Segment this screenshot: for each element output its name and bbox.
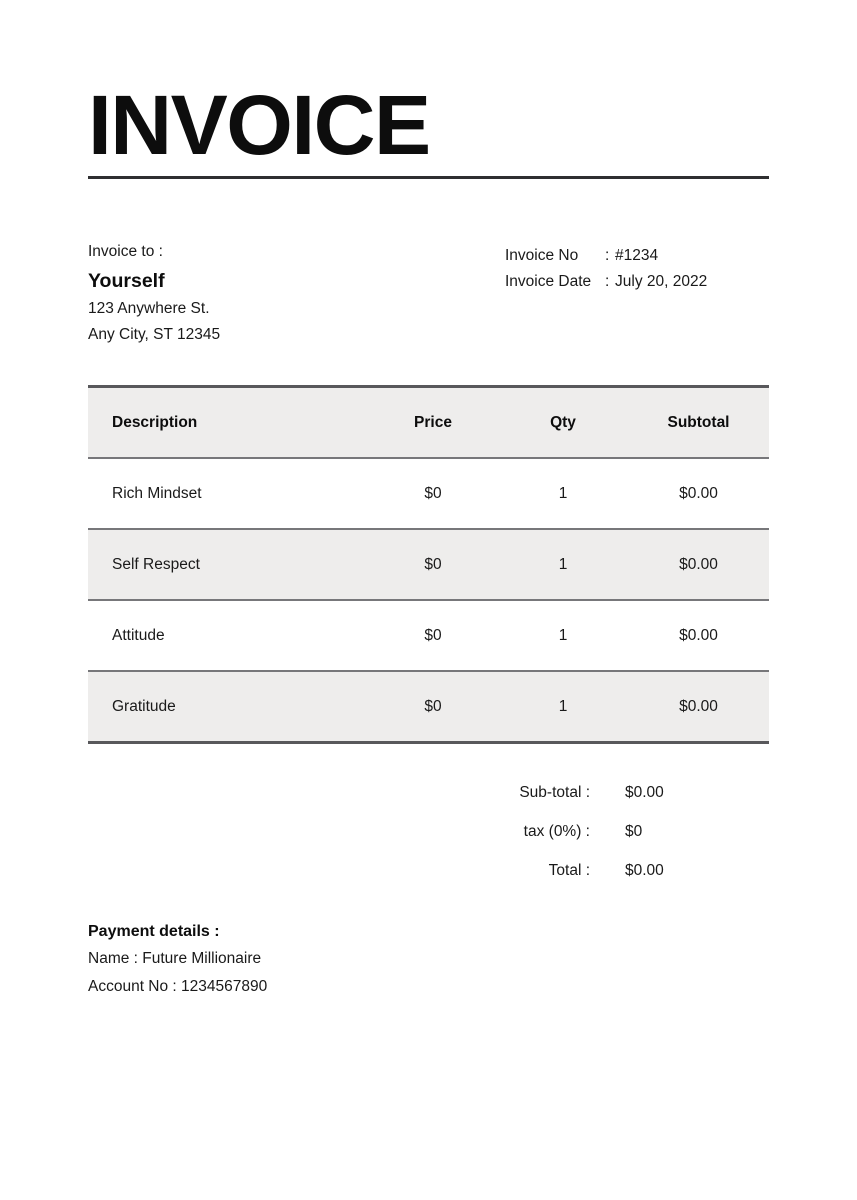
invoice-number-row xyxy=(505,243,707,269)
column-header-price: Price xyxy=(414,413,452,431)
table-row xyxy=(88,530,769,599)
cell-price: $0 xyxy=(424,626,442,644)
table-row xyxy=(88,672,769,741)
bill-to-name: Yourself xyxy=(88,270,165,292)
column-header-subtotal: Subtotal xyxy=(667,413,730,431)
bill-to-label: Invoice to : xyxy=(88,243,163,260)
cell-subtotal: $0.00 xyxy=(679,626,718,644)
totals-section xyxy=(88,784,769,901)
cell-qty: 1 xyxy=(558,626,568,644)
bill-to-address-line-1: 123 Anywhere St. xyxy=(88,300,210,317)
title-divider xyxy=(88,176,769,179)
tax-value: $0 xyxy=(625,823,643,840)
invoice-number-separator: : xyxy=(605,247,610,264)
payment-details-section xyxy=(88,919,588,1001)
payment-name-line: Name : Future Millionaire xyxy=(88,950,262,967)
cell-description: Gratitude xyxy=(112,697,176,715)
invoice-date-value: July 20, 2022 xyxy=(615,273,708,290)
cell-description: Attitude xyxy=(112,626,165,644)
cell-price: $0 xyxy=(424,555,442,573)
payment-details-title: Payment details : xyxy=(88,923,220,940)
invoice-meta-section xyxy=(88,240,769,348)
total-label: Total : xyxy=(548,862,590,879)
table-bottom-border xyxy=(88,741,769,744)
subtotal-row xyxy=(88,784,769,823)
subtotal-value: $0.00 xyxy=(625,784,664,801)
cell-subtotal: $0.00 xyxy=(679,555,718,573)
invoice-date-separator: : xyxy=(605,273,610,290)
invoice-info-block xyxy=(505,243,707,295)
cell-qty: 1 xyxy=(558,484,568,502)
bill-to-address-line-2: Any City, ST 12345 xyxy=(88,326,221,343)
invoice-title-block xyxy=(88,78,769,172)
cell-subtotal: $0.00 xyxy=(679,484,718,502)
column-header-qty: Qty xyxy=(550,413,576,431)
total-row xyxy=(88,862,769,901)
total-value: $0.00 xyxy=(625,862,664,879)
tax-label: tax (0%) : xyxy=(523,823,590,840)
column-header-description: Description xyxy=(112,413,198,431)
bill-to-block xyxy=(88,240,488,348)
cell-description: Self Respect xyxy=(112,555,200,573)
invoice-date-label: Invoice Date xyxy=(505,273,592,290)
table-header-row xyxy=(88,388,769,457)
invoice-number-label: Invoice No xyxy=(505,247,579,264)
cell-subtotal: $0.00 xyxy=(679,697,718,715)
cell-qty: 1 xyxy=(558,697,568,715)
payment-account-line: Account No : 1234567890 xyxy=(88,978,268,995)
invoice-date-row xyxy=(505,269,707,295)
line-items-table xyxy=(88,385,769,744)
cell-description: Rich Mindset xyxy=(112,484,202,502)
tax-row xyxy=(88,823,769,862)
subtotal-label: Sub-total : xyxy=(519,784,590,801)
cell-price: $0 xyxy=(424,697,442,715)
invoice-number-value: #1234 xyxy=(615,247,659,264)
table-row xyxy=(88,459,769,528)
table-row xyxy=(88,601,769,670)
cell-price: $0 xyxy=(424,484,442,502)
cell-qty: 1 xyxy=(558,555,568,573)
page-title: INVOICE xyxy=(88,78,430,172)
